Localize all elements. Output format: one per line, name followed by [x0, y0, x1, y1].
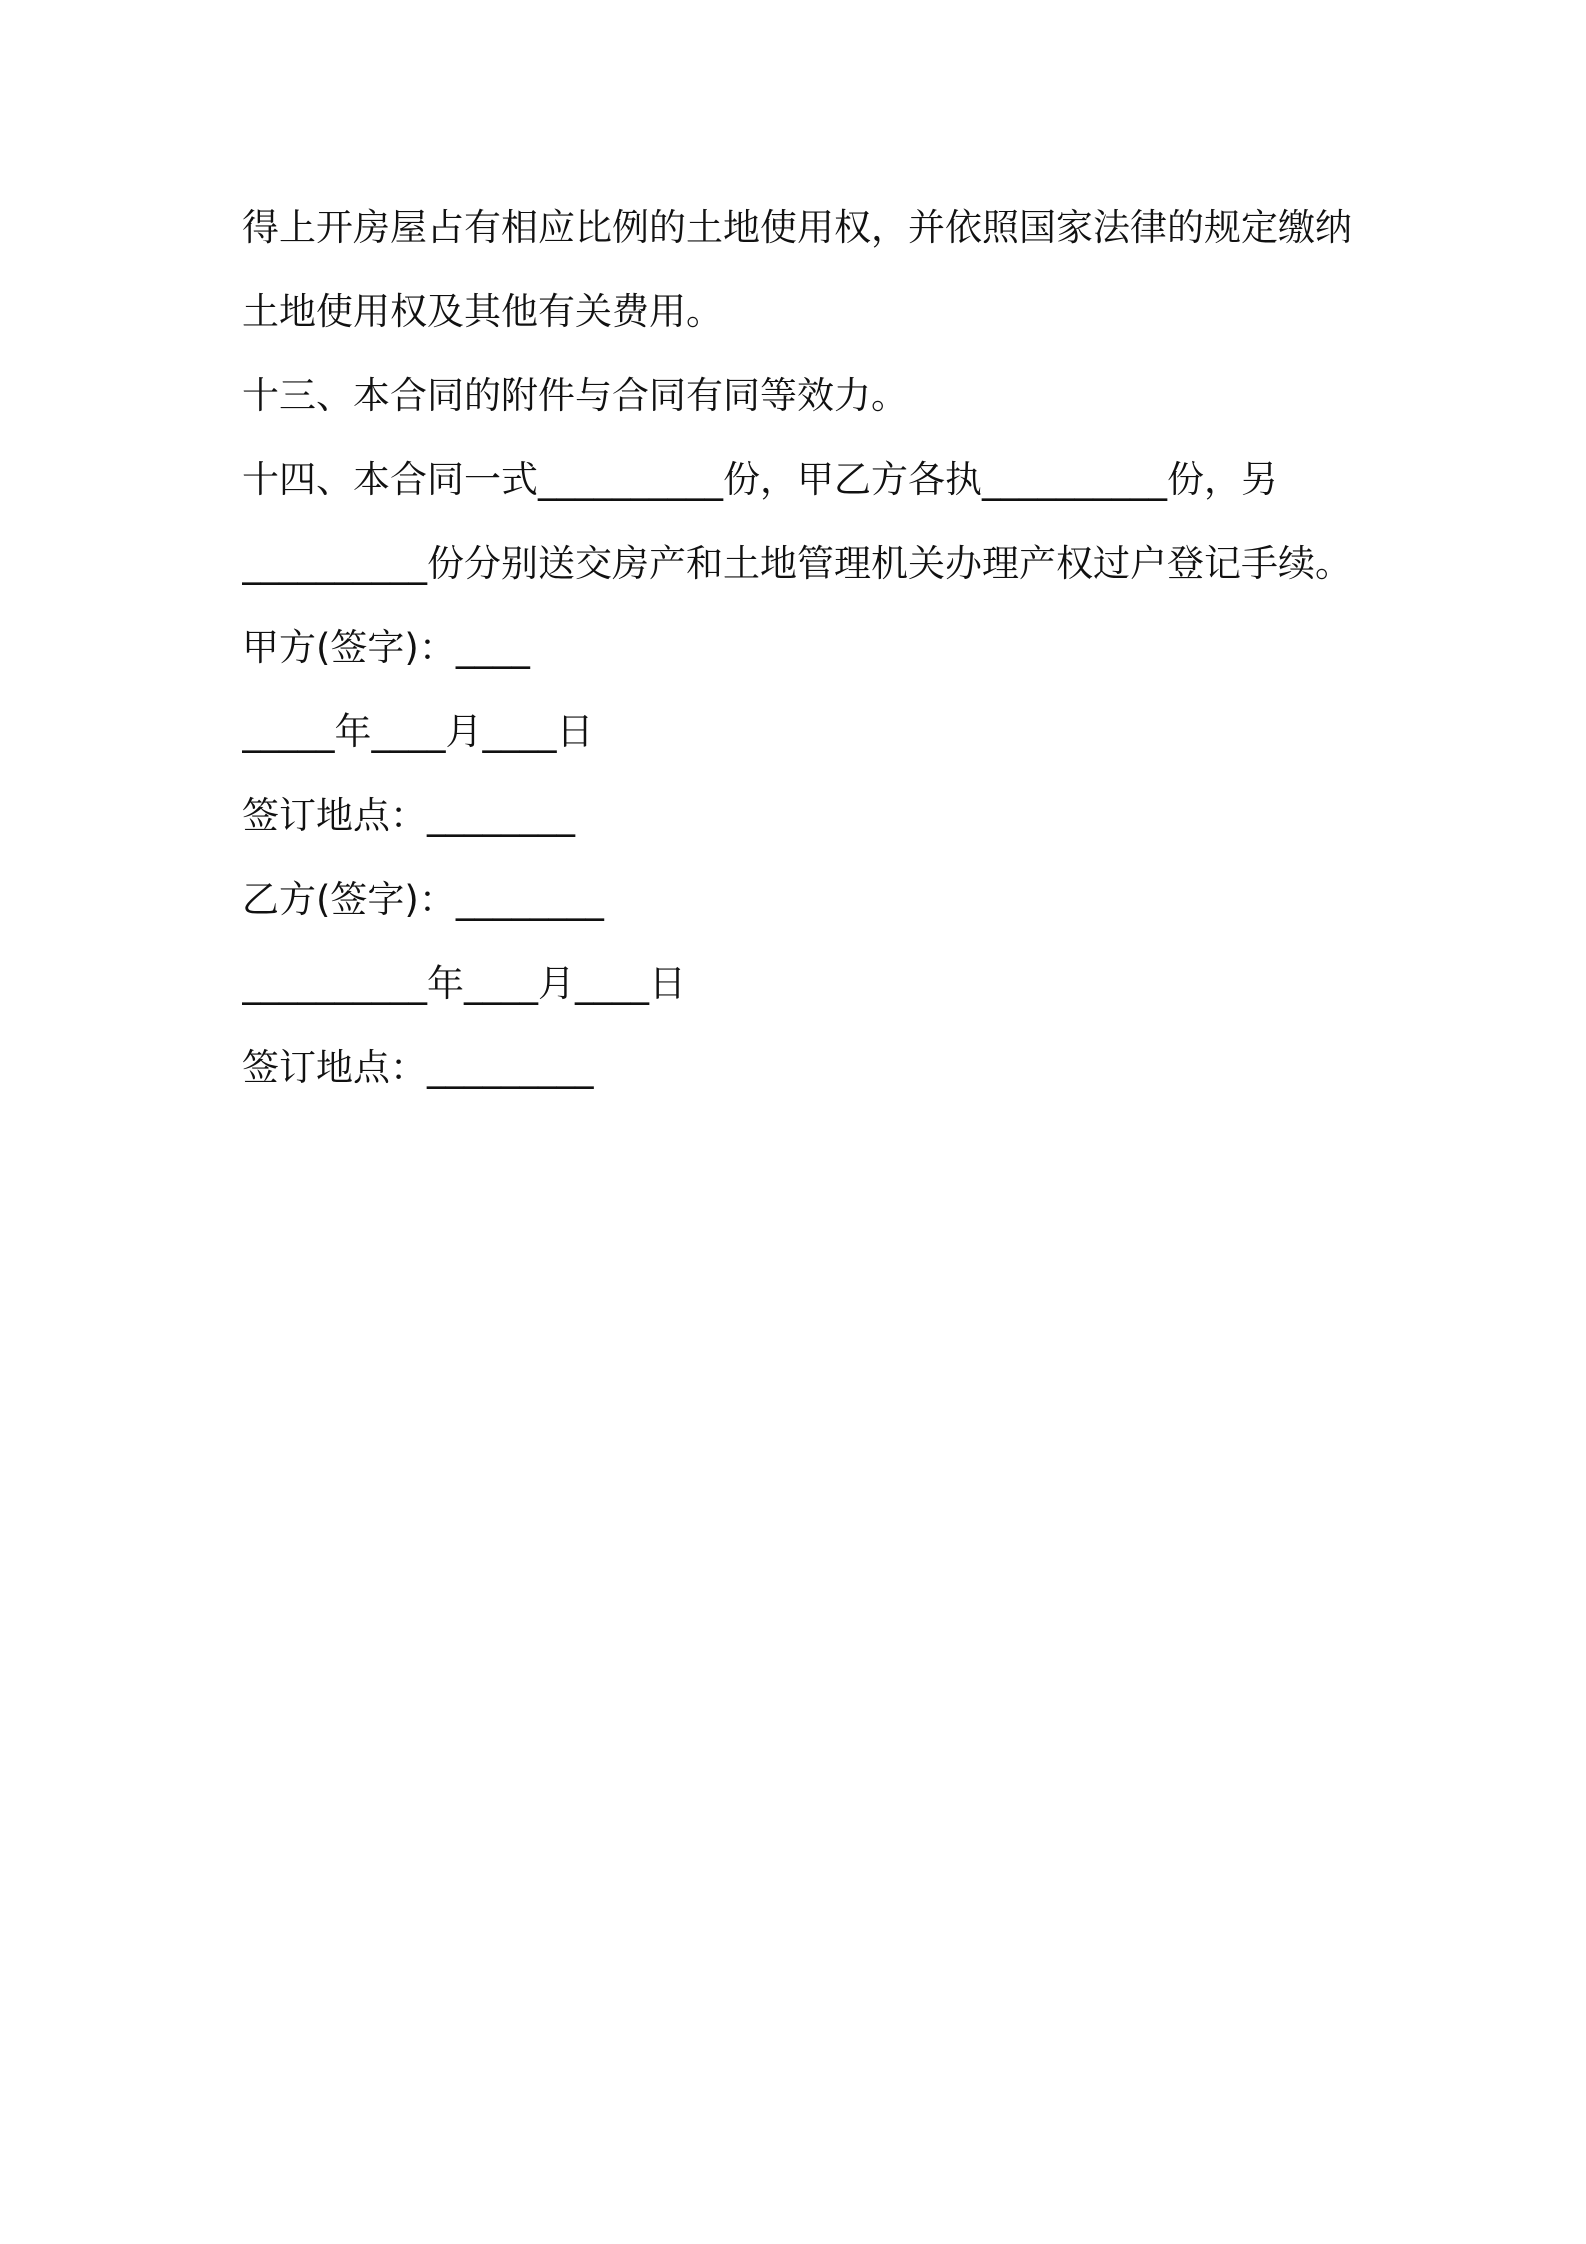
clause-14-line-1: 十四、本合同一式__________份，甲乙方各执__________份，另 [242, 458, 1278, 501]
party-a-date: _____年____月____日 [242, 710, 594, 753]
party-b-date: __________年____月____日 [242, 962, 686, 1005]
party-a-signing-place: 签订地点：________ [242, 794, 575, 837]
clause-12-continuation-line-2: 土地使用权及其他有关费用。 [242, 290, 723, 333]
clause-12-continuation-line-1: 得上开房屋占有相应比例的土地使用权，并依照国家法律的规定缴纳 [242, 206, 1352, 249]
party-b-signing-place: 签订地点：_________ [242, 1046, 594, 1089]
clause-14-line-2: __________份分别送交房产和土地管理机关办理产权过户登记手续。 [242, 542, 1352, 585]
party-a-signature: 甲方(签字)：____ [242, 626, 530, 669]
document-body [242, 186, 1362, 1110]
clause-13: 十三、本合同的附件与合同有同等效力。 [242, 374, 908, 417]
party-b-signature: 乙方(签字)：________ [242, 878, 604, 921]
